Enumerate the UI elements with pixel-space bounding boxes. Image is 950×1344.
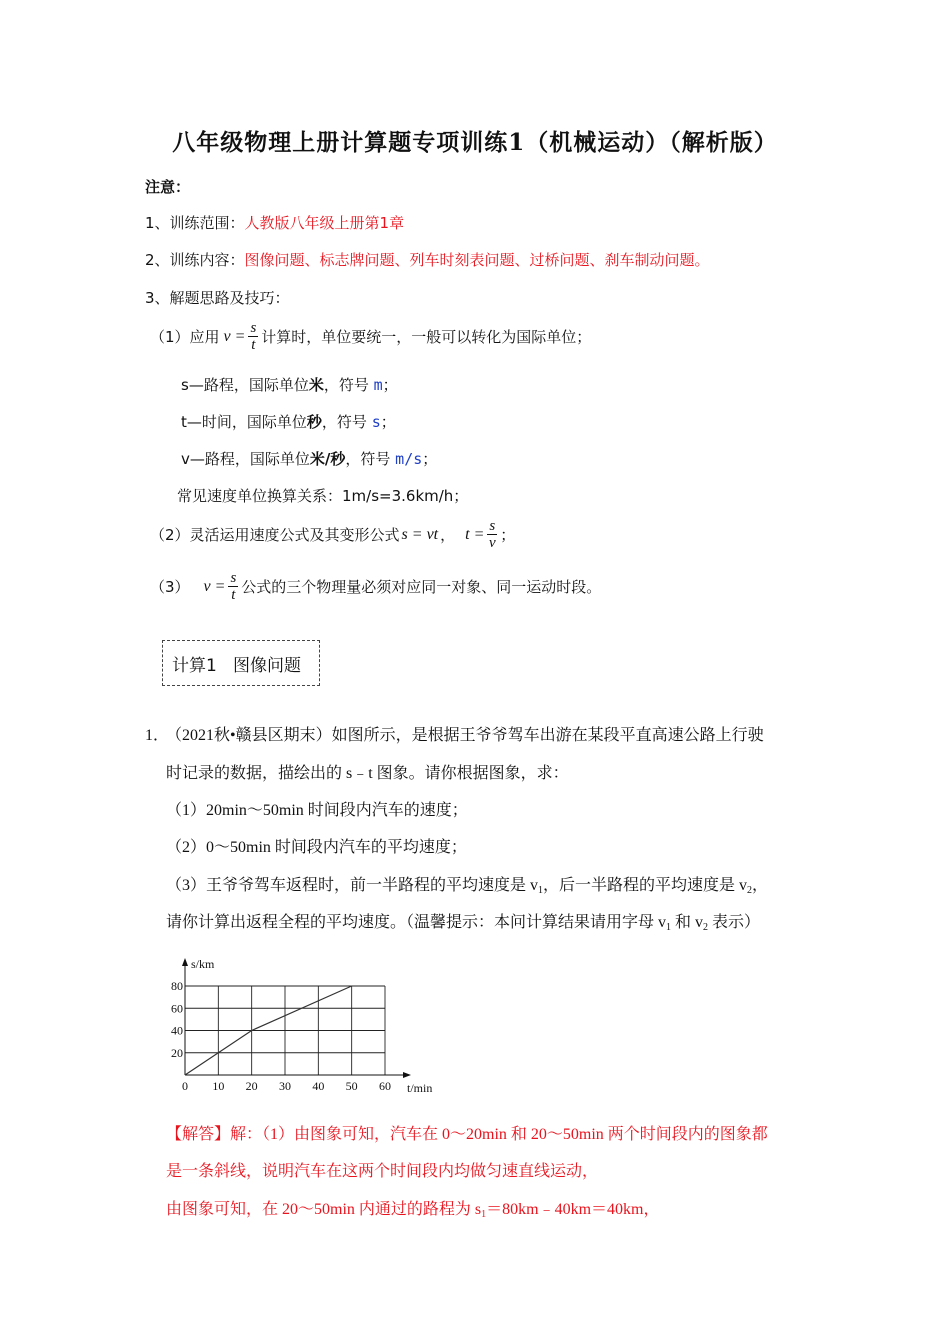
problem-number: 1． (145, 727, 170, 744)
t-symbol: s (371, 413, 381, 431)
s-t-chart (160, 950, 450, 1100)
y-tick-label: 80 (171, 979, 183, 993)
y-axis-arrow (182, 958, 188, 966)
problem-line-2: 时记录的数据，描绘出的 s﹣t 图象。请你根据图象，求： (166, 765, 569, 782)
section-box: 计算1 图像问题 (162, 640, 320, 686)
y-axis-label: s/km (191, 957, 215, 971)
fraction-s-over-t: $\frac{s}{t}$ (250, 320, 257, 353)
answer-line-3: 由图象可知，在 20～50min 内通过的路程为 $s_1=80km﹣40km=40km$， (166, 1201, 660, 1220)
fraction-s-over-v: $\frac{s}{v}$ (488, 518, 496, 551)
fraction-s-over-t-2: $\frac{s}{t}$ (230, 570, 237, 603)
unit-conversion: 常见速度单位换算关系：1m/s=3.6km/h； (177, 487, 469, 505)
tip-3: （3） v = $\frac{s}{t}$ 公式的三个物理量必须对应同一对象、同一运动时段。 (150, 570, 602, 603)
x-axis-label: t/min (407, 1081, 433, 1095)
y-tick-label: 40 (171, 1023, 183, 1038)
note-item-1-value: 人教版八年级上册第1章 (244, 214, 405, 232)
x-tick-label: 60 (379, 1079, 391, 1093)
v-definition: v—路程，国际单位米/秒，符号 m/s； (181, 450, 438, 468)
x-tick-label: 20 (245, 1079, 258, 1093)
question-3: （3）王爷爷驾车返程时，前一半路程的平均速度是 $v_1$，后一半路程的平均速度是 $v_2$， (166, 877, 769, 896)
formula-v-label-2: v = (203, 577, 226, 595)
note-item-1-prefix: 1、训练范围： (145, 214, 245, 232)
page-title: 八年级物理上册计算题专项训练1（机械运动）（解析版） (172, 129, 778, 156)
chart-grid (185, 986, 385, 1075)
question-2: （2）0～50min 时间段内汽车的平均速度； (166, 839, 467, 856)
chart-axes (182, 958, 411, 1078)
s-definition: s—路程，国际单位米，符号 m； (181, 376, 398, 394)
tip-1-prefix: （1）应用 (150, 328, 220, 346)
t-definition: t—时间，国际单位秒，符号 s； (181, 413, 396, 431)
s-symbol: m (373, 376, 383, 394)
chart-ticks (171, 979, 391, 1093)
note-item-2 (145, 249, 710, 270)
x-tick-label: 40 (312, 1079, 325, 1093)
v-symbol: m/s (395, 450, 423, 468)
tip-1-suffix: 计算时，单位要统一，一般可以转化为国际单位； (261, 328, 592, 346)
answer-line-2: 是一条斜线，说明汽车在这两个时间段内均做匀速直线运动， (166, 1163, 599, 1180)
x-tick-label: 10 (212, 1079, 225, 1093)
formula-s-equals-vt: s = vt (401, 525, 439, 543)
question-3-cont: 请你计算出返程全程的平均速度。（温馨提示：本问计算结果请用字母 $v_1$ 和 $v_2$ 表示） (166, 914, 761, 933)
x-tick-label: 0 (182, 1079, 188, 1093)
notes-heading: 注意： (145, 178, 191, 196)
note-item-3: 3、解题思路及技巧： (145, 289, 290, 307)
x-tick-label: 50 (345, 1079, 358, 1093)
answer-label: 【解答】 (166, 1126, 231, 1143)
question-1: （1）20min～50min 时间段内汽车的速度； (166, 802, 468, 819)
x-tick-label: 30 (279, 1079, 291, 1093)
x-axis-arrow (403, 1072, 411, 1078)
note-item-2-value: 图像问题、标志牌问题、列车时刻表问题、过桥问题、刹车制动问题。 (244, 251, 710, 269)
note-item-2-prefix: 2、训练内容： (145, 251, 245, 269)
y-tick-label: 20 (171, 1045, 183, 1060)
tip-1 (150, 320, 591, 353)
problem-line-1: （2021秋•赣县区期末）如图所示，是根据王爷爷驾车出游在某段平直高速公路上行驶 (166, 727, 764, 744)
y-tick-label: 60 (171, 1001, 183, 1016)
answer-line-1: 【解答】解：（1）由图象可知，汽车在 0～20min 和 20～50min 两个时间段内的图象都 (166, 1126, 768, 1143)
formula-v-label: v = (223, 327, 246, 345)
formula-t-label: t = (465, 525, 485, 543)
note-item-1 (145, 212, 404, 233)
tip-2: （2）灵活运用速度公式及其变形公式 s = vt ， t = $\frac{s}{v}$ ； (150, 518, 516, 551)
